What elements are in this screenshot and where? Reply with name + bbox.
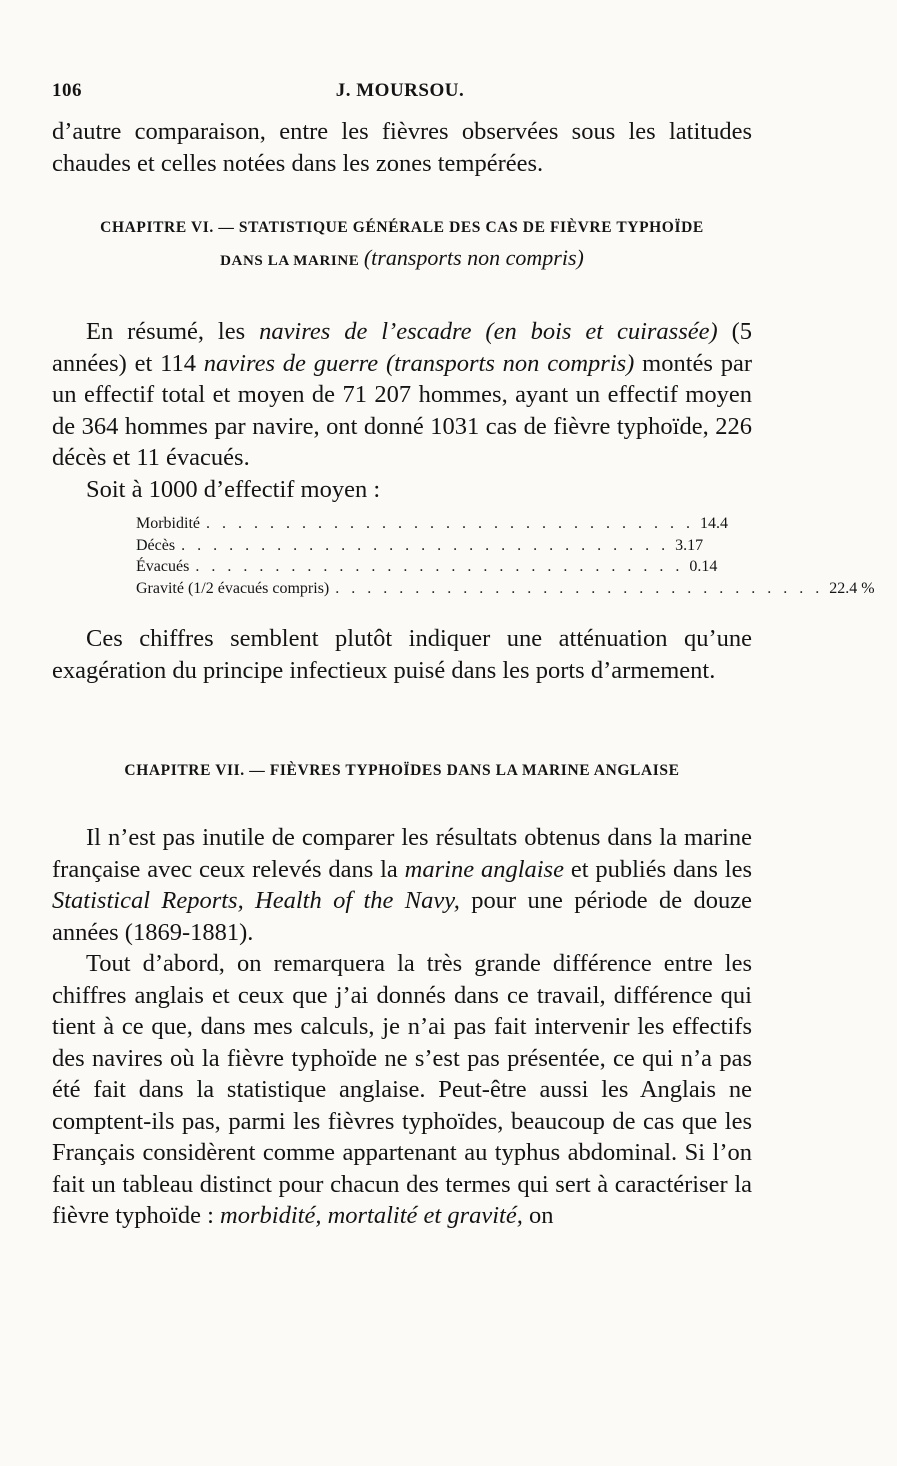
page-number: 106 <box>52 80 82 101</box>
chapter-6-title-line2 <box>52 243 752 276</box>
page-body <box>52 116 875 1232</box>
stat-label: Gravité (1/2 évacués compris) <box>136 579 330 597</box>
leader-dots: . . . . . . . . . . . . . . . . . . . . . . . . . . . . . . . <box>181 536 670 554</box>
intro-paragraph: d’autre comparaison, entre les fièvres observées sous les latitudes chaudes et celles notées dans les zones tempérées. <box>52 118 752 177</box>
chapter-6-caps: DANS LA MARINE <box>220 253 360 269</box>
leader-dots: . . . . . . . . . . . . . . . . . . . . . . . . . . . . . . . <box>195 558 684 575</box>
stat-row-evacues <box>136 556 718 578</box>
stat-label: Décès <box>136 536 176 554</box>
stat-label: Morbidité <box>136 515 200 532</box>
leader-dots: . . . . . . . . . . . . . . . . . . . . . . . . . . . . . . . <box>206 515 694 532</box>
comparison-paragraph: Il n’est pas inutile de comparer les résultats obtenus dans la marine française avec ceux relevés dans la marine anglaise et publiés dans les Statistical Reports, Health of the Navy, pour une période de douze années (1869-1881). <box>52 824 752 946</box>
chapter-6-italic: (transports non compris) <box>363 245 584 270</box>
leader-dots: . . . . . . . . . . . . . . . . . . . . . . . . . . . . . . . <box>335 579 824 597</box>
stat-label: Évacués <box>136 558 190 575</box>
running-title: J. MOURSOU. <box>335 80 465 101</box>
stat-value: 3.17 <box>675 536 704 554</box>
chapter-6-title-line1: CHAPITRE VI. — STATISTIQUE GÉNÉRALE DES CAS DE FIÈVRE TYPHOÏDE <box>100 219 704 236</box>
stat-value: 22.4 % <box>829 579 875 597</box>
summary-paragraph: En résumé, les navires de l’escadre (en bois et cuirassée) (5 années) et 114 navires de guerre (transports non compris) montés par un effectif total et moyen de 71 207 hommes, ayant un effectif moyen de 364 hommes par navire, ont donné 1031 cas de fièvre typhoïde, 226 décès et 11 évacués. <box>52 318 753 471</box>
stat-row-morbidite <box>136 513 728 535</box>
stat-value: 14.4 <box>700 515 728 532</box>
stat-value: 0.14 <box>689 558 718 575</box>
chiffres-paragraph: Ces chiffres semblent plutôt indiquer une atténuation qu’une exagération du principe infectieux puisé dans les ports d’armement. <box>52 625 752 684</box>
running-header <box>52 80 748 106</box>
analysis-paragraph: Tout d’abord, on remarquera la très grande différence entre les chiffres anglais et ceux que j’ai donnés dans ce travail, différence qui tient à ce que, dans mes calculs, je n’ai pas fait intervenir les effectifs des navires où la fièvre typhoïde ne s’est pas présentée, ce qui n’a pas été fait dans la statistique anglaise. Peut-être aussi les Anglais ne comptent-ils pas, parmi les fièvres typhoïdes, beaucoup de cas que les Français considèrent comme appartenant au typhus abdominal. Si l’on fait un tableau distinct pour chacun des termes qui sert à caractériser la fièvre typhoïde : morbidité, mortalité et gravité, on <box>52 950 752 1229</box>
chapter-7-heading: CHAPITRE VII. — FIÈVRES TYPHOÏDES DANS LA MARINE ANGLAISE <box>124 762 680 779</box>
soit-line: Soit à 1000 d’effectif moyen : <box>86 475 381 503</box>
stat-row-gravite <box>136 578 875 600</box>
chapter-6-heading <box>52 213 752 276</box>
stat-row-deces <box>136 535 714 557</box>
stats-table <box>136 513 875 599</box>
